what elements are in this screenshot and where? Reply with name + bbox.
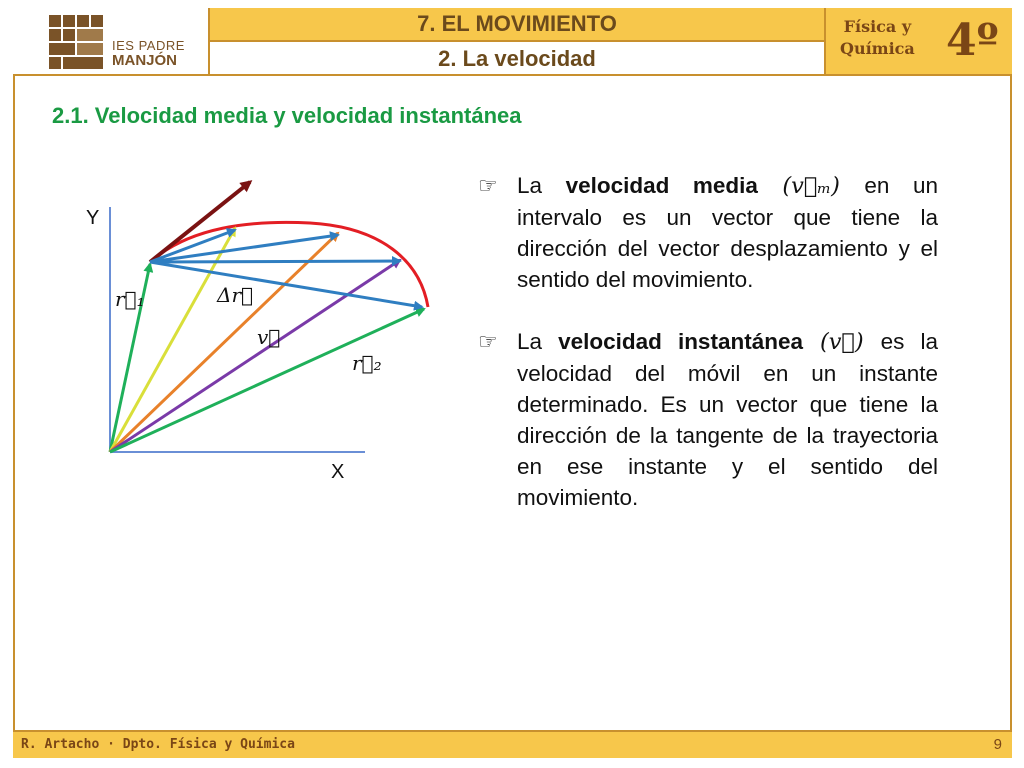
pointing-hand-icon: ☞ <box>478 173 498 198</box>
y-axis-label: Y <box>86 207 100 229</box>
v-label: v⃗ <box>257 325 281 349</box>
school-name <box>112 39 185 68</box>
bullet-2-term: velocidad instantánea <box>558 329 803 354</box>
bullet-1-pre: La <box>517 173 566 198</box>
velocity-diagram <box>80 165 460 495</box>
footer <box>13 730 1012 758</box>
delta-r-vector <box>150 262 422 307</box>
grade-label: 4º <box>946 15 999 66</box>
bullet-2-text: es la velocidad del móvil en un instante determinado. Es un vector que tiene la dirección de la tangente de la trayectoria en ese instante y el sentido del movimiento. <box>517 329 939 510</box>
page-number: 9 <box>993 736 1002 753</box>
header <box>13 8 1012 76</box>
pointing-hand-icon: ☞ <box>478 329 498 354</box>
school-logo <box>13 8 210 76</box>
footer-author: R. Artacho · Dpto. Física y Química <box>21 737 295 752</box>
bullet-1-text: en un intervalo es un vector que tiene la dirección del vector desplazamiento y el sentido del movimiento. <box>517 173 939 292</box>
subject-line1: Física y <box>843 17 912 36</box>
section-title: 2.1. Velocidad media y velocidad instantánea <box>52 103 522 128</box>
school-name-line1: IES PADRE <box>112 38 185 53</box>
bullet-list <box>478 170 938 513</box>
x-axis-label: X <box>331 461 345 483</box>
displacement-vector-3 <box>150 261 400 262</box>
unit-title: 7. EL MOVIMIENTO <box>210 8 824 42</box>
school-name-line2: MANJÓN <box>112 52 178 69</box>
subject-name <box>840 16 915 60</box>
delta-r-label: Δr⃗ <box>217 283 254 307</box>
subject-badge <box>824 8 1012 76</box>
bullet-instantaneous-velocity <box>478 326 938 513</box>
logo-mark-icon <box>49 15 103 69</box>
bullet-2-pre: La <box>517 329 559 354</box>
bullet-1-term: velocidad media <box>565 173 758 198</box>
orange-vector <box>110 233 338 452</box>
bullet-2-symbol: (v⃗) <box>802 329 881 355</box>
topic-title: 2. La velocidad <box>210 42 824 76</box>
r2-label: r⃗₂ <box>352 351 382 375</box>
bullet-mean-velocity <box>478 170 938 295</box>
bullet-1-symbol: (v⃗ₘ) <box>757 173 865 199</box>
r1-label: r⃗₁ <box>115 287 145 311</box>
trajectory-curve <box>150 222 428 307</box>
subject-line2: Química <box>840 39 915 58</box>
